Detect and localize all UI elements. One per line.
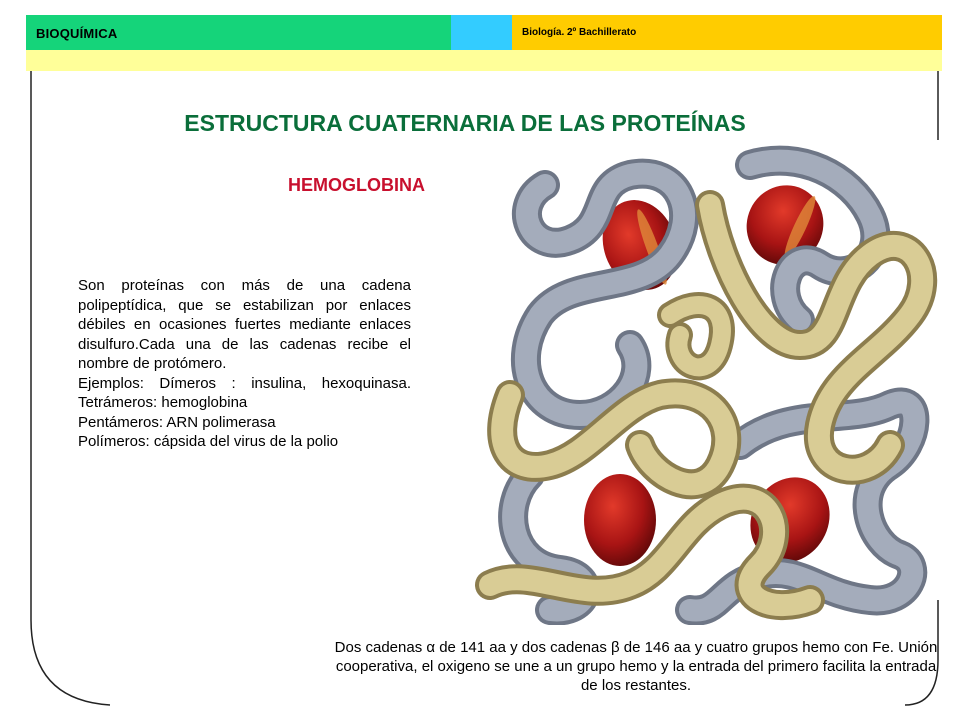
polymers-line: Polímeros: cápsida del virus de la polio: [78, 433, 339, 450]
hemoglobin-illustration: [470, 145, 940, 625]
page-title: ESTRUCTURA CUATERNARIA DE LAS PROTEÍNAS: [184, 110, 746, 136]
caption: Dos cadenas α de 141 aa y dos cadenas β de 146 aa y cuatro grupos hemo con Fe. Unión cooperativa, el oxigeno se une a un grupo hemo y la entrada del primero facilita la entrada de los restantes.: [334, 639, 938, 694]
examples-line: Ejemplos: Dímeros : insulina, hexoquinasa.: [78, 374, 411, 392]
description-paragraph: Son proteínas con más de una cadena polipeptídica, que se estabilizan por enlaces débiles en ocasiones fuertes mediante enlaces disulfuro.Cada una de las cadenas recibe el nombre de protómero.: [78, 277, 411, 372]
protein-name: HEMOGLOBINA: [288, 175, 425, 195]
tetramers-line: Tetrámeros: hemoglobina: [78, 394, 248, 411]
header-bar-cyan: [451, 15, 512, 50]
header-subbar: [26, 50, 942, 71]
heme-group-3: [584, 474, 656, 566]
description: [78, 276, 411, 452]
section-label: BIOQUÍMICA: [36, 26, 118, 41]
pentamers-line: Pentámeros: ARN polimerasa: [78, 413, 276, 431]
course-label: Biología. 2º Bachillerato: [522, 27, 637, 38]
